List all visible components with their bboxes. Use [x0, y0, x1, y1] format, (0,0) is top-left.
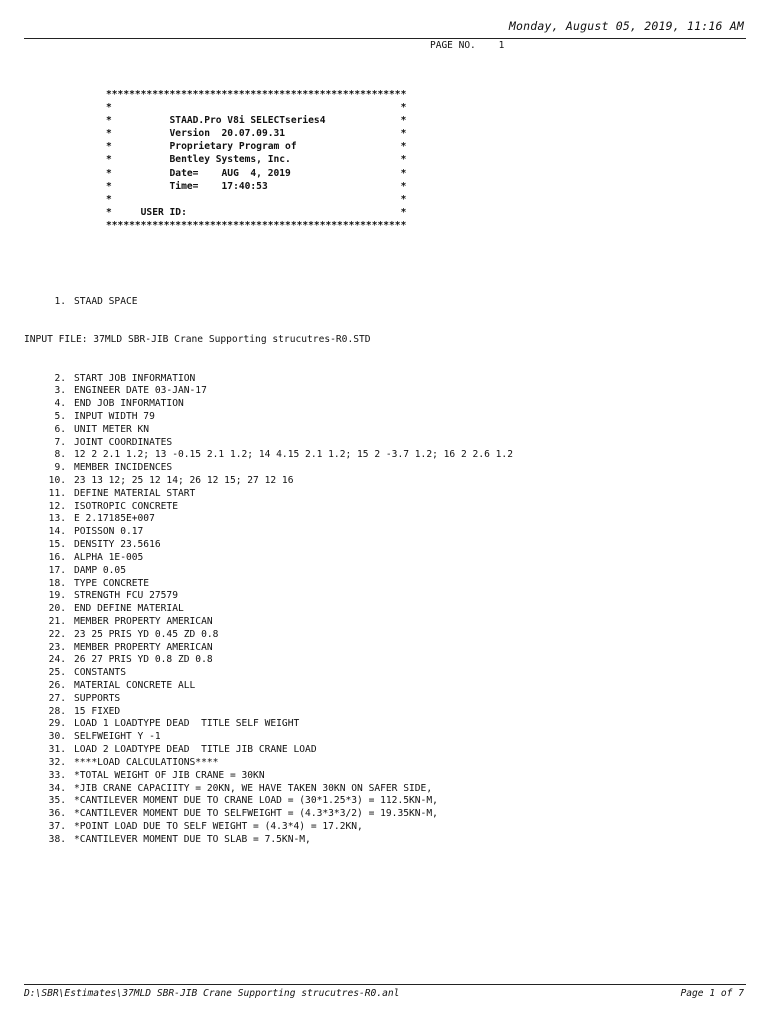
line-text: POISSON 0.17 [74, 526, 144, 538]
listing-line [24, 462, 513, 475]
line-number: 33. [48, 769, 66, 781]
line-text: TYPE CONCRETE [74, 577, 150, 589]
banner-line: * Version 20.07.09.31 * [106, 128, 407, 140]
line-text: *CANTILEVER MOMENT DUE TO CRANE LOAD = (30*1.25*3) = 112.5KN-M, [74, 795, 438, 807]
line-number: 18. [48, 577, 66, 589]
line-text: ENGINEER DATE 03-JAN-17 [74, 385, 207, 397]
listing-line [24, 373, 513, 386]
listing-line [24, 437, 513, 450]
line-text: END JOB INFORMATION [74, 398, 184, 410]
line-number: 38. [48, 833, 66, 845]
line-number: 30. [48, 731, 66, 743]
listing-line [24, 667, 513, 680]
banner-line: * Date= AUG 4, 2019 * [106, 167, 407, 179]
line-number: 10. [48, 475, 66, 486]
line-text: MEMBER PROPERTY AMERICAN [74, 615, 213, 627]
line-text: MEMBER PROPERTY AMERICAN [74, 641, 213, 653]
banner-line: * STAAD.Pro V8i SELECTseries4 * [106, 115, 407, 127]
line-number: 5. [54, 410, 66, 422]
listing-line [24, 539, 513, 552]
banner-line: * Time= 17:40:53 * [106, 180, 407, 192]
listing-line [24, 385, 513, 398]
listing-line [24, 398, 513, 411]
listing-line [24, 706, 513, 719]
line-number: 23. [48, 641, 66, 653]
banner-line: **************************************************** [106, 219, 407, 231]
listing-line [24, 718, 513, 731]
line-number: 11. [48, 487, 66, 499]
listing-line [24, 590, 513, 603]
line-text: START JOB INFORMATION [74, 372, 196, 384]
line-text: STAAD SPACE [74, 295, 138, 307]
line-number: 4. [54, 398, 66, 410]
line-text: SUPPORTS [74, 692, 121, 704]
line-text: LOAD 1 LOADTYPE DEAD TITLE SELF WEIGHT [74, 718, 300, 730]
listing-line-1 [24, 296, 513, 309]
page-number-label [430, 40, 504, 51]
banner-line: * USER ID: * [106, 206, 407, 218]
line-number: 3. [54, 385, 66, 397]
line-number: 29. [48, 718, 66, 730]
listing-line [24, 770, 513, 783]
line-number: 15. [48, 539, 66, 551]
line-text: 23 13 12; 25 12 14; 26 12 15; 27 12 16 [74, 475, 294, 486]
line-text: MEMBER INCIDENCES [74, 462, 173, 474]
listing-line [24, 795, 513, 808]
line-number: 31. [48, 744, 66, 756]
line-number: 24. [48, 654, 66, 666]
line-text: 23 25 PRIS YD 0.45 ZD 0.8 [74, 628, 219, 640]
listing-line [24, 783, 513, 796]
banner-line: * * [106, 102, 407, 114]
listing-line [24, 731, 513, 744]
listing-line [24, 654, 513, 667]
line-text: 15 FIXED [74, 705, 121, 717]
line-number: 19. [48, 590, 66, 602]
listing-line [24, 501, 513, 514]
line-text: 26 27 PRIS YD 0.8 ZD 0.8 [74, 654, 213, 666]
listing-line [24, 449, 513, 462]
line-number: 27. [48, 692, 66, 704]
banner-line: * Bentley Systems, Inc. * [106, 154, 407, 166]
listing-lines [24, 373, 513, 847]
line-number: 14. [48, 526, 66, 538]
listing-line [24, 603, 513, 616]
listing-line [24, 513, 513, 526]
line-number: 20. [48, 603, 66, 615]
input-file-line: INPUT FILE: 37MLD SBR-JIB Crane Supporting strucutres-R0.STD [24, 334, 371, 346]
line-text: STRENGTH FCU 27579 [74, 590, 178, 602]
line-text: ALPHA 1E-005 [74, 551, 144, 563]
line-text: UNIT METER KN [74, 423, 150, 435]
line-number: 34. [48, 782, 66, 794]
header-datetime: Monday, August 05, 2019, 11:16 AM [508, 19, 744, 33]
listing-line [24, 629, 513, 642]
line-number: 36. [48, 808, 66, 820]
listing-line [24, 526, 513, 539]
listing-line [24, 552, 513, 565]
line-text: ISOTROPIC CONCRETE [74, 500, 178, 512]
line-text: JOINT COORDINATES [74, 436, 173, 448]
listing-line [24, 680, 513, 693]
line-text: *TOTAL WEIGHT OF JIB CRANE = 30KN [74, 769, 265, 781]
line-number: 32. [48, 756, 66, 768]
banner-line: * * [106, 193, 407, 205]
line-number: 2. [54, 372, 66, 384]
line-text: *JIB CRANE CAPACIITY = 20KN, WE HAVE TAKEN 30KN ON SAFER SIDE, [74, 782, 433, 794]
listing-line [24, 616, 513, 629]
line-number: 1. [54, 295, 66, 307]
listing-line [24, 411, 513, 424]
header-rule [24, 38, 746, 39]
listing-line [24, 834, 513, 847]
page-number: 1 [498, 40, 505, 51]
line-text: 12 2 2.1 1.2; 13 -0.15 2.1 1.2; 14 4.15 2.1 1.2; 15 2 -3.7 1.2; 16 2 2.6 1.2 [74, 449, 513, 461]
page-label: PAGE NO. [430, 40, 476, 51]
footer-file-path: D:\SBR\Estimates\37MLD SBR-JIB Crane Supporting strucutres-R0.anl [24, 988, 400, 999]
line-text: DAMP 0.05 [74, 564, 126, 576]
line-text: INPUT WIDTH 79 [74, 410, 155, 422]
line-text: *POINT LOAD DUE TO SELF WEIGHT = (4.3*4) = 17.2KN, [74, 820, 363, 832]
footer-rule [24, 984, 746, 985]
line-text: E 2.17185E+007 [74, 513, 155, 525]
listing-line [24, 565, 513, 578]
line-number: 8. [54, 449, 66, 461]
listing-line [24, 642, 513, 655]
line-text: CONSTANTS [74, 667, 126, 679]
line-text: *CANTILEVER MOMENT DUE TO SELFWEIGHT = (4.3*3*3/2) = 19.35KN-M, [74, 808, 438, 820]
line-text: SELFWEIGHT Y -1 [74, 731, 161, 743]
program-banner [106, 88, 406, 232]
line-text: ****LOAD CALCULATIONS**** [74, 756, 219, 768]
input-listing [24, 270, 513, 859]
line-text: DENSITY 23.5616 [74, 539, 161, 551]
line-number: 12. [48, 500, 66, 512]
line-text: DEFINE MATERIAL START [74, 487, 196, 499]
line-number: 17. [48, 564, 66, 576]
line-number: 35. [48, 795, 66, 807]
line-text: MATERIAL CONCRETE ALL [74, 680, 196, 691]
line-number: 26. [48, 680, 66, 691]
line-number: 22. [48, 628, 66, 640]
listing-line [24, 744, 513, 757]
line-number: 7. [54, 436, 66, 448]
listing-line [24, 424, 513, 437]
line-text: LOAD 2 LOADTYPE DEAD TITLE JIB CRANE LOAD [74, 744, 317, 756]
listing-line [24, 578, 513, 591]
line-text: *CANTILEVER MOMENT DUE TO SLAB = 7.5KN-M, [74, 833, 311, 845]
banner-line: * Proprietary Program of * [106, 141, 407, 153]
line-number: 16. [48, 551, 66, 563]
listing-line [24, 808, 513, 821]
line-number: 21. [48, 615, 66, 627]
line-number: 6. [54, 423, 66, 435]
line-number: 28. [48, 705, 66, 717]
footer-page-count: Page 1 of 7 [680, 988, 744, 999]
line-number: 25. [48, 667, 66, 679]
line-number: 13. [48, 513, 66, 525]
listing-line [24, 488, 513, 501]
listing-line [24, 693, 513, 706]
listing-line [24, 475, 513, 488]
listing-line [24, 821, 513, 834]
banner-line: **************************************************** [106, 89, 407, 100]
line-number: 37. [48, 820, 66, 832]
line-text: END DEFINE MATERIAL [74, 603, 184, 615]
line-number: 9. [54, 462, 66, 474]
listing-line [24, 757, 513, 770]
